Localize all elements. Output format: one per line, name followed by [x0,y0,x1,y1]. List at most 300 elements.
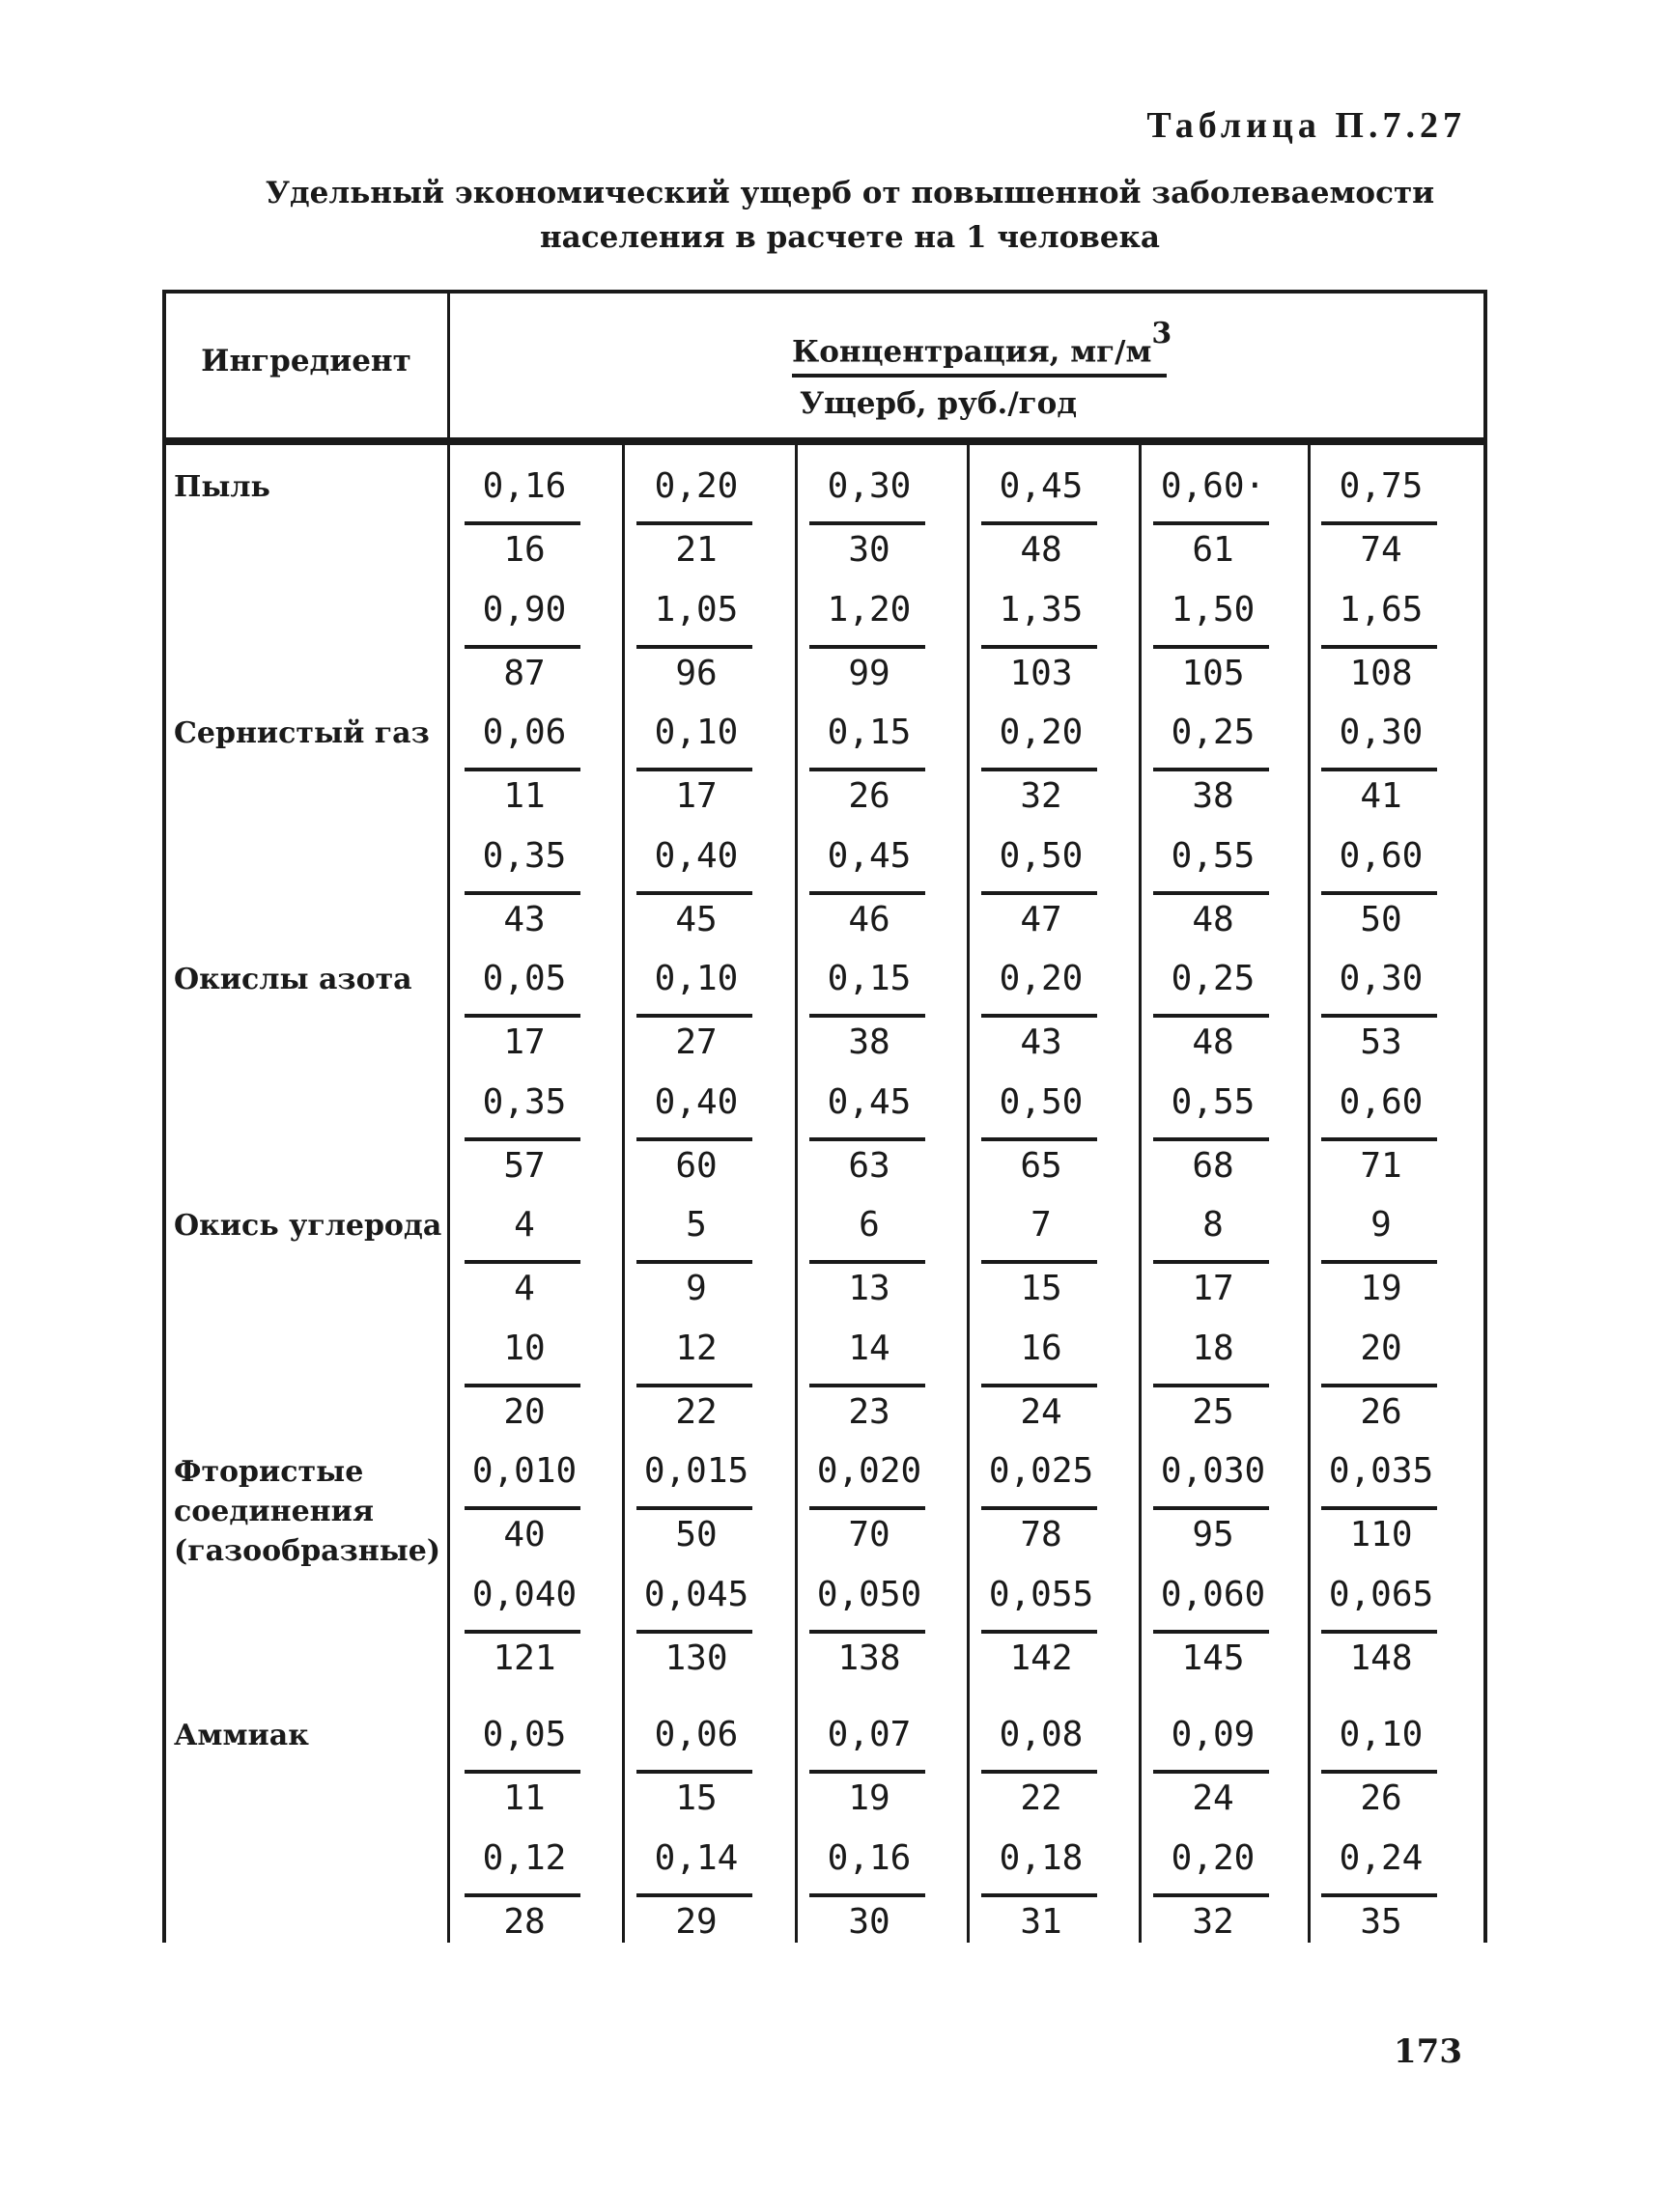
damage-value: 43 [503,900,546,939]
table-label: Таблица П.7.27 [1146,105,1466,146]
value-cell [805,1574,933,1695]
value-cell [1149,1204,1277,1326]
damage-value: 45 [675,900,718,939]
value-cell [461,1714,588,1835]
value-cell [977,712,1105,833]
value-cell [1317,712,1445,833]
fraction-bar [465,1893,580,1897]
value-cell [805,1081,933,1203]
concentration-value: 0,30 [1339,713,1424,752]
damage-value: 9 [686,1269,707,1308]
fraction-bar [1153,891,1269,895]
fraction-bar [1321,1260,1437,1264]
value-cell [977,1714,1105,1835]
fraction-bar [1321,1630,1437,1634]
concentration-value: 0,60 [1339,1082,1424,1122]
value-cell [461,1081,588,1203]
fraction-bar [1153,1260,1269,1264]
header-concentration-superscript: 3 [1151,317,1172,350]
value-cell [461,1204,588,1326]
value-cell [461,1574,588,1695]
fraction-bar [981,1260,1097,1264]
fraction-bar [1321,1770,1437,1774]
damage-value: 47 [1020,900,1062,939]
value-cell [1149,1328,1277,1449]
damage-value: 96 [675,654,718,693]
damage-value: 25 [1192,1392,1234,1432]
value-cell [461,958,588,1079]
damage-value: 11 [503,776,546,816]
fraction-bar [809,1630,925,1634]
value-cell [1149,465,1277,587]
value-cell [633,465,760,587]
value-cell [633,1574,760,1695]
concentration-value: 1,05 [654,590,739,630]
concentration-value: 0,050 [816,1575,922,1614]
fraction-bar [981,521,1097,525]
value-cell [1317,1714,1445,1835]
concentration-value: 0,75 [1339,466,1424,506]
header-concentration-text: Концентрация, мг/м [792,334,1152,370]
value-cell [633,958,760,1079]
concentration-value: 0,25 [1171,959,1256,998]
concentration-value: 0,16 [482,466,567,506]
concentration-value: 0,025 [988,1451,1094,1491]
ingredient-label: Пыль [174,470,270,504]
damage-value: 17 [1192,1269,1234,1308]
value-cell [461,1450,588,1572]
fraction-bar [1321,1893,1437,1897]
damage-value: 138 [837,1638,901,1678]
fraction-bar [465,1014,580,1018]
damage-value: 11 [503,1778,546,1818]
fraction-bar [809,1770,925,1774]
value-cell [461,589,588,711]
fraction-bar [1321,768,1437,771]
concentration-value: 0,020 [816,1451,922,1491]
value-cell [977,1204,1105,1326]
damage-value: 60 [675,1146,718,1186]
fraction-bar [981,1137,1097,1141]
concentration-value: 0,45 [827,1082,912,1122]
damage-value: 16 [503,530,546,570]
fraction-bar [465,1630,580,1634]
concentration-value: 0,45 [999,466,1084,506]
damage-value: 68 [1192,1146,1234,1186]
concentration-value: 0,10 [654,713,739,752]
value-cell [805,589,933,711]
value-cell [1149,835,1277,957]
value-cell [977,589,1105,711]
damage-value: 24 [1020,1392,1062,1432]
fraction-bar [636,1384,752,1387]
damage-value: 108 [1349,654,1413,693]
header-ingredient: Ингредиент [201,344,411,378]
concentration-value: 0,12 [482,1838,567,1878]
concentration-value: 0,07 [827,1715,912,1754]
value-cell [633,712,760,833]
concentration-value: 0,05 [482,959,567,998]
damage-value: 19 [1360,1269,1402,1308]
value-cell [977,835,1105,957]
fraction-bar [1321,1506,1437,1510]
damage-value: 148 [1349,1638,1413,1678]
fraction-bar [981,768,1097,771]
fraction-bar [636,891,752,895]
fraction-bar [809,645,925,649]
concentration-value: 9 [1370,1205,1392,1245]
damage-value: 26 [1360,1778,1402,1818]
damage-value: 48 [1192,900,1234,939]
concentration-value: 0,065 [1328,1575,1434,1614]
value-cell [461,835,588,957]
fraction-bar [465,1137,580,1141]
concentration-value: 1,35 [999,590,1084,630]
value-cell [1317,589,1445,711]
value-cell [461,465,588,587]
damage-value: 40 [503,1515,546,1554]
fraction-bar [636,521,752,525]
fraction-bar [636,645,752,649]
damage-value: 78 [1020,1515,1062,1554]
concentration-value: 0,06 [654,1715,739,1754]
fraction-bar [636,768,752,771]
header-fraction-bar [792,374,1167,378]
fraction-bar [981,645,1097,649]
concentration-value: 16 [1020,1329,1062,1368]
concentration-value: 0,50 [999,1082,1084,1122]
damage-value: 26 [848,776,890,816]
column-divider [795,445,798,1943]
fraction-bar [465,768,580,771]
fraction-bar [809,521,925,525]
fraction-bar [809,1014,925,1018]
concentration-value: 0,060 [1160,1575,1266,1614]
concentration-value: 20 [1360,1329,1402,1368]
damage-value: 46 [848,900,890,939]
value-cell [633,589,760,711]
fraction-bar [465,1260,580,1264]
ingredient-label: Фтористые соединения (газообразные) [174,1455,441,1568]
fraction-bar [1153,768,1269,771]
concentration-value: 10 [503,1329,546,1368]
ingredient-label: Аммиак [174,1719,309,1752]
caption-line-2: населения в расчете на 1 человека [539,220,1161,255]
fraction-bar [636,1137,752,1141]
damage-value: 71 [1360,1146,1402,1186]
fraction-bar [636,1893,752,1897]
damage-value: 29 [675,1902,718,1942]
damage-value: 38 [1192,776,1234,816]
fraction-bar [1321,1014,1437,1018]
value-cell [1149,1837,1277,1959]
damage-value: 22 [1020,1778,1062,1818]
value-cell [977,1081,1105,1203]
concentration-value: 0,035 [1328,1451,1434,1491]
concentration-value: 0,15 [827,713,912,752]
value-cell [1317,1328,1445,1449]
damage-value: 43 [1020,1022,1062,1062]
fraction-bar [636,1630,752,1634]
concentration-value: 0,90 [482,590,567,630]
ingredient-label: Сернистый газ [174,716,430,750]
value-cell [805,1328,933,1449]
concentration-value: 1,65 [1339,590,1424,630]
fraction-bar [809,1893,925,1897]
fraction-bar [1321,645,1437,649]
value-cell [633,1714,760,1835]
value-cell [977,1450,1105,1572]
page-number: 173 [1394,2032,1462,2071]
damage-value: 17 [675,776,718,816]
concentration-value: 0,030 [1160,1451,1266,1491]
concentration-value: 1,20 [827,590,912,630]
value-cell [1317,835,1445,957]
damage-value: 95 [1192,1515,1234,1554]
damage-value: 21 [675,530,718,570]
fraction-bar [809,768,925,771]
fraction-bar [1153,1137,1269,1141]
caption-line-1: Удельный экономический ущерб от повышенной заболеваемости [265,176,1435,210]
concentration-value: 0,05 [482,1715,567,1754]
damage-value: 145 [1181,1638,1245,1678]
value-cell [1317,958,1445,1079]
value-cell [1317,1574,1445,1695]
value-cell [977,1328,1105,1449]
concentration-value: 0,60· [1160,466,1266,506]
damage-value: 74 [1360,530,1402,570]
concentration-value: 0,045 [643,1575,749,1614]
concentration-value: 1,50 [1171,590,1256,630]
value-cell [633,1081,760,1203]
fraction-bar [1321,521,1437,525]
damage-value: 17 [503,1022,546,1062]
value-cell [1149,1574,1277,1695]
header-bottom-rule [162,437,1487,445]
damage-value: 142 [1009,1638,1073,1678]
concentration-value: 0,35 [482,1082,567,1122]
column-divider [1139,445,1142,1943]
fraction-bar [809,891,925,895]
concentration-value: 0,24 [1339,1838,1424,1878]
fraction-bar [465,1384,580,1387]
value-cell [633,835,760,957]
damage-value: 57 [503,1146,546,1186]
damage-value: 30 [848,530,890,570]
concentration-value: 0,16 [827,1838,912,1878]
concentration-value: 0,30 [827,466,912,506]
damage-value: 23 [848,1392,890,1432]
damage-value: 130 [664,1638,728,1678]
concentration-value: 0,20 [999,713,1084,752]
column-divider [967,445,970,1943]
concentration-value: 0,06 [482,713,567,752]
damage-value: 35 [1360,1902,1402,1942]
value-cell [1149,1081,1277,1203]
damage-value: 19 [848,1778,890,1818]
concentration-value: 0,055 [988,1575,1094,1614]
fraction-bar [1153,1770,1269,1774]
fraction-bar [1153,1506,1269,1510]
fraction-bar [636,1770,752,1774]
value-cell [633,1328,760,1449]
value-cell [461,1837,588,1959]
value-cell [805,1714,933,1835]
concentration-value: 0,20 [654,466,739,506]
value-cell [1317,1450,1445,1572]
fraction-bar [981,1770,1097,1774]
damage-value: 48 [1192,1022,1234,1062]
value-cell [1317,1837,1445,1959]
value-cell [805,1204,933,1326]
value-cell [633,1450,760,1572]
concentration-value: 0,35 [482,836,567,876]
damage-value: 110 [1349,1515,1413,1554]
fraction-bar [636,1260,752,1264]
damage-value: 4 [514,1269,535,1308]
fraction-bar [981,1506,1097,1510]
fraction-bar [981,1893,1097,1897]
value-cell [633,1204,760,1326]
concentration-value: 0,45 [827,836,912,876]
concentration-value: 0,015 [643,1451,749,1491]
concentration-value: 0,20 [999,959,1084,998]
value-cell [1149,958,1277,1079]
value-cell [1317,1204,1445,1326]
fraction-bar [1153,1893,1269,1897]
damage-value: 28 [503,1902,546,1942]
fraction-bar [809,1137,925,1141]
concentration-value: 0,25 [1171,713,1256,752]
damage-value: 121 [493,1638,556,1678]
concentration-value: 0,010 [471,1451,578,1491]
damage-value: 13 [848,1269,890,1308]
fraction-bar [981,1014,1097,1018]
concentration-value: 7 [1031,1205,1052,1245]
concentration-value: 12 [675,1329,718,1368]
value-cell [805,465,933,587]
concentration-value: 0,30 [1339,959,1424,998]
damage-value: 26 [1360,1392,1402,1432]
damage-value: 87 [503,654,546,693]
damage-value: 27 [675,1022,718,1062]
fraction-bar [465,645,580,649]
damage-value: 32 [1192,1902,1234,1942]
concentration-value: 0,20 [1171,1838,1256,1878]
fraction-bar [636,1014,752,1018]
ingredient-label: Окись углерода [174,1209,442,1243]
value-cell [461,712,588,833]
concentration-value: 0,18 [999,1838,1084,1878]
fraction-bar [1321,1137,1437,1141]
damage-value: 48 [1020,530,1062,570]
concentration-value: 0,08 [999,1715,1084,1754]
fraction-bar [809,1506,925,1510]
damage-value: 99 [848,654,890,693]
fraction-bar [809,1384,925,1387]
fraction-bar [636,1506,752,1510]
fraction-bar [465,521,580,525]
fraction-bar [1153,1014,1269,1018]
fraction-bar [465,891,580,895]
value-cell [977,1837,1105,1959]
damage-value: 15 [1020,1269,1062,1308]
value-cell [977,958,1105,1079]
damage-value: 70 [848,1515,890,1554]
concentration-value: 4 [514,1205,535,1245]
header-damage: Ущерб, руб./год [800,386,1078,421]
damage-value: 24 [1192,1778,1234,1818]
damage-value: 32 [1020,776,1062,816]
damage-value: 22 [675,1392,718,1432]
fraction-bar [1321,1384,1437,1387]
damage-value: 30 [848,1902,890,1942]
damage-value: 20 [503,1392,546,1432]
fraction-bar [1153,1630,1269,1634]
concentration-value: 14 [848,1329,890,1368]
damage-value: 50 [675,1515,718,1554]
fraction-bar [981,1384,1097,1387]
concentration-value: 0,10 [654,959,739,998]
damage-value: 105 [1181,654,1245,693]
damage-value: 53 [1360,1022,1402,1062]
value-cell [805,712,933,833]
column-divider [1308,445,1311,1943]
damage-value: 38 [848,1022,890,1062]
value-cell [1317,465,1445,587]
damage-value: 103 [1009,654,1073,693]
fraction-bar [981,891,1097,895]
value-cell [1317,1081,1445,1203]
concentration-value: 0,09 [1171,1715,1256,1754]
fraction-bar [1153,645,1269,649]
fraction-bar [1321,891,1437,895]
value-cell [977,465,1105,587]
concentration-value: 0,55 [1171,836,1256,876]
value-cell [633,1837,760,1959]
table-top-border [162,290,1487,294]
concentration-value: 0,14 [654,1838,739,1878]
concentration-value: 0,60 [1339,836,1424,876]
damage-value: 15 [675,1778,718,1818]
concentration-value: 0,50 [999,836,1084,876]
concentration-value: 0,40 [654,836,739,876]
concentration-value: 18 [1192,1329,1234,1368]
header-concentration [792,317,1172,370]
concentration-value: 6 [859,1205,880,1245]
fraction-bar [1153,521,1269,525]
fraction-bar [1153,1384,1269,1387]
column-divider [622,445,625,1943]
value-cell [805,1837,933,1959]
value-cell [1149,589,1277,711]
concentration-value: 0,040 [471,1575,578,1614]
concentration-value: 5 [686,1205,707,1245]
value-cell [461,1328,588,1449]
concentration-value: 0,55 [1171,1082,1256,1122]
fraction-bar [465,1506,580,1510]
ingredient-label: Окислы азота [174,963,412,996]
value-cell [977,1574,1105,1695]
ingredient-column-divider [447,290,450,1943]
damage-value: 65 [1020,1146,1062,1186]
value-cell [805,1450,933,1572]
fraction-bar [465,1770,580,1774]
concentration-value: 0,40 [654,1082,739,1122]
value-cell [805,835,933,957]
concentration-value: 0,15 [827,959,912,998]
damage-value: 50 [1360,900,1402,939]
